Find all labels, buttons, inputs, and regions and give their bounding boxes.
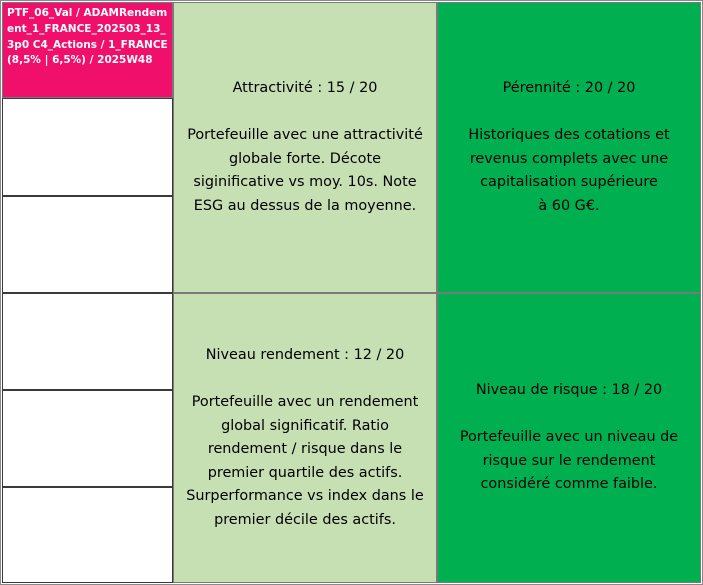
risque-title: Niveau de risque : 18 / 20: [475, 382, 663, 399]
perennite-title: Pérennité : 20 / 20: [502, 80, 636, 96]
empty-cell: [2, 487, 173, 583]
rendement-title: Niveau rendement : 12 / 20: [205, 347, 405, 363]
portfolio-header-cell: [2, 2, 173, 98]
rendement-card: [173, 293, 437, 583]
attractivite-description: Portefeuille avec une attractivité globale forte. Décote siginificative vs moy. 10s. Note ESG au dessus de la moyenne.: [187, 127, 423, 214]
perennite-card: [437, 2, 701, 293]
risque-card: [437, 293, 701, 583]
perennite-description: Historiques des cotations et revenus complets avec une capitalisation supérieure à 60 G€.: [468, 127, 670, 214]
risque-description: Portefeuille avec un niveau de risque sur le rendement considéré comme faible.: [459, 429, 679, 493]
portfolio-identifier: PTF_06_Val / ADAMRendement_1_FRANCE_202503_13_3p0 C4_Actions / 1_FRANCE (8,5% | 6,5%) / 2025W48: [7, 7, 168, 67]
empty-cell: [2, 196, 173, 293]
rendement-description: Portefeuille avec un rendement global significatif. Ratio rendement / risque dans le premier quartile des actifs. Surperformance vs index dans le premier décile des actifs.: [186, 394, 424, 528]
empty-cell: [2, 293, 173, 390]
empty-cell: [2, 390, 173, 487]
attractivite-title: Attractivité : 15 / 20: [232, 80, 378, 96]
attractivite-card: [173, 2, 437, 293]
empty-cell: [2, 98, 173, 196]
